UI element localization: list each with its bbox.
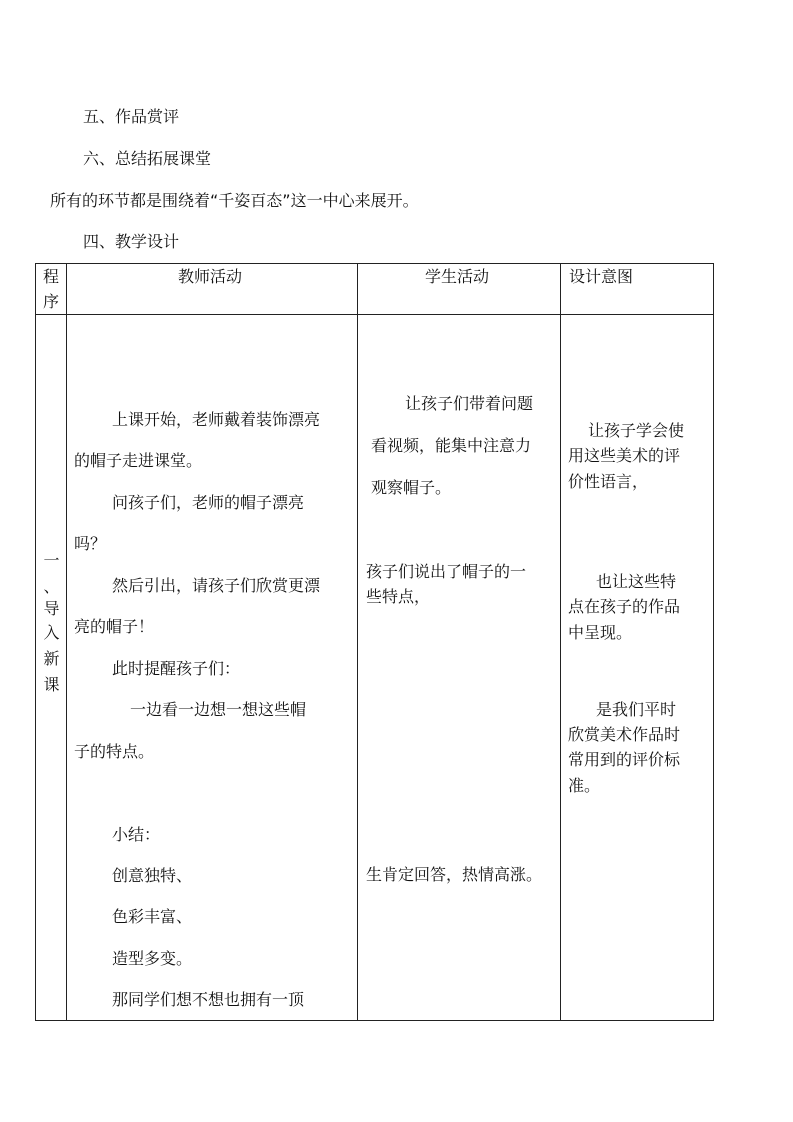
teacher-line: 然后引出，请孩子们欣赏更漂	[112, 576, 321, 595]
intent-line: 常用到的评价标	[568, 750, 681, 769]
student-line: 观察帽子。	[371, 478, 452, 497]
section-4-heading: 四、教学设计	[83, 232, 180, 251]
teacher-line: 子的特点。	[74, 742, 155, 761]
teacher-line: 造型多变。	[112, 949, 193, 968]
column-divider	[357, 264, 358, 1020]
teacher-line: 问孩子们，老师的帽子漂亮	[112, 493, 305, 512]
stage-char: 新	[43, 649, 60, 668]
section-5-heading: 五、作品赏评	[83, 107, 180, 126]
student-line: 生肯定回答，热情高涨。	[366, 865, 543, 884]
teacher-line: 的帽子走进课堂。	[74, 451, 203, 470]
teacher-line: 上课开始，老师戴着装饰漂亮	[112, 410, 321, 429]
stage-char: 一	[43, 551, 60, 570]
teacher-line: 亮的帽子！	[74, 617, 155, 636]
student-line: 让孩子们带着问题	[405, 394, 534, 413]
header-student-activity: 学生活动	[425, 267, 490, 286]
teacher-line: 小结：	[112, 825, 161, 844]
student-line: 孩子们说出了帽子的一	[366, 562, 527, 581]
intent-line: 用这些美术的评	[568, 446, 681, 465]
stage-char: 导	[43, 599, 60, 618]
teacher-line: 创意独特、	[112, 866, 193, 885]
teacher-line: 吗？	[74, 534, 107, 553]
student-line: 看视频，能集中注意力	[371, 436, 532, 455]
header-procedure-1: 程	[43, 267, 60, 286]
teacher-line: 那同学们想不想也拥有一顶	[112, 990, 305, 1009]
intent-line: 是我们平时	[596, 700, 677, 719]
section-6-heading: 六、总结拓展课堂	[83, 149, 212, 168]
student-line: 些特点，	[366, 587, 431, 606]
stage-char: 入	[43, 623, 60, 642]
header-design-intent: 设计意图	[569, 267, 634, 286]
intent-line: 欣赏美术作品时	[568, 725, 681, 744]
teacher-line: 一边看一边想一想这些帽	[130, 700, 307, 719]
intent-line: 也让这些特	[596, 572, 677, 591]
summary-paragraph: 所有的环节都是围绕着“千姿百态”这一中心来展开。	[50, 191, 419, 210]
teaching-design-table	[35, 263, 714, 1021]
header-teacher-activity: 教师活动	[178, 267, 243, 286]
intent-line: 让孩子学会使	[588, 421, 685, 440]
intent-line: 中呈现。	[568, 623, 633, 642]
intent-line: 准。	[568, 776, 601, 795]
intent-line: 点在孩子的作品	[568, 597, 681, 616]
teacher-line: 色彩丰富、	[112, 907, 193, 926]
stage-char: 、	[43, 577, 60, 596]
stage-char: 课	[43, 675, 60, 694]
teacher-line: 此时提醒孩子们：	[112, 659, 241, 678]
column-divider	[560, 264, 561, 1020]
header-procedure-2: 序	[43, 292, 60, 311]
header-divider	[36, 314, 713, 315]
intent-line: 价性语言，	[568, 472, 649, 491]
